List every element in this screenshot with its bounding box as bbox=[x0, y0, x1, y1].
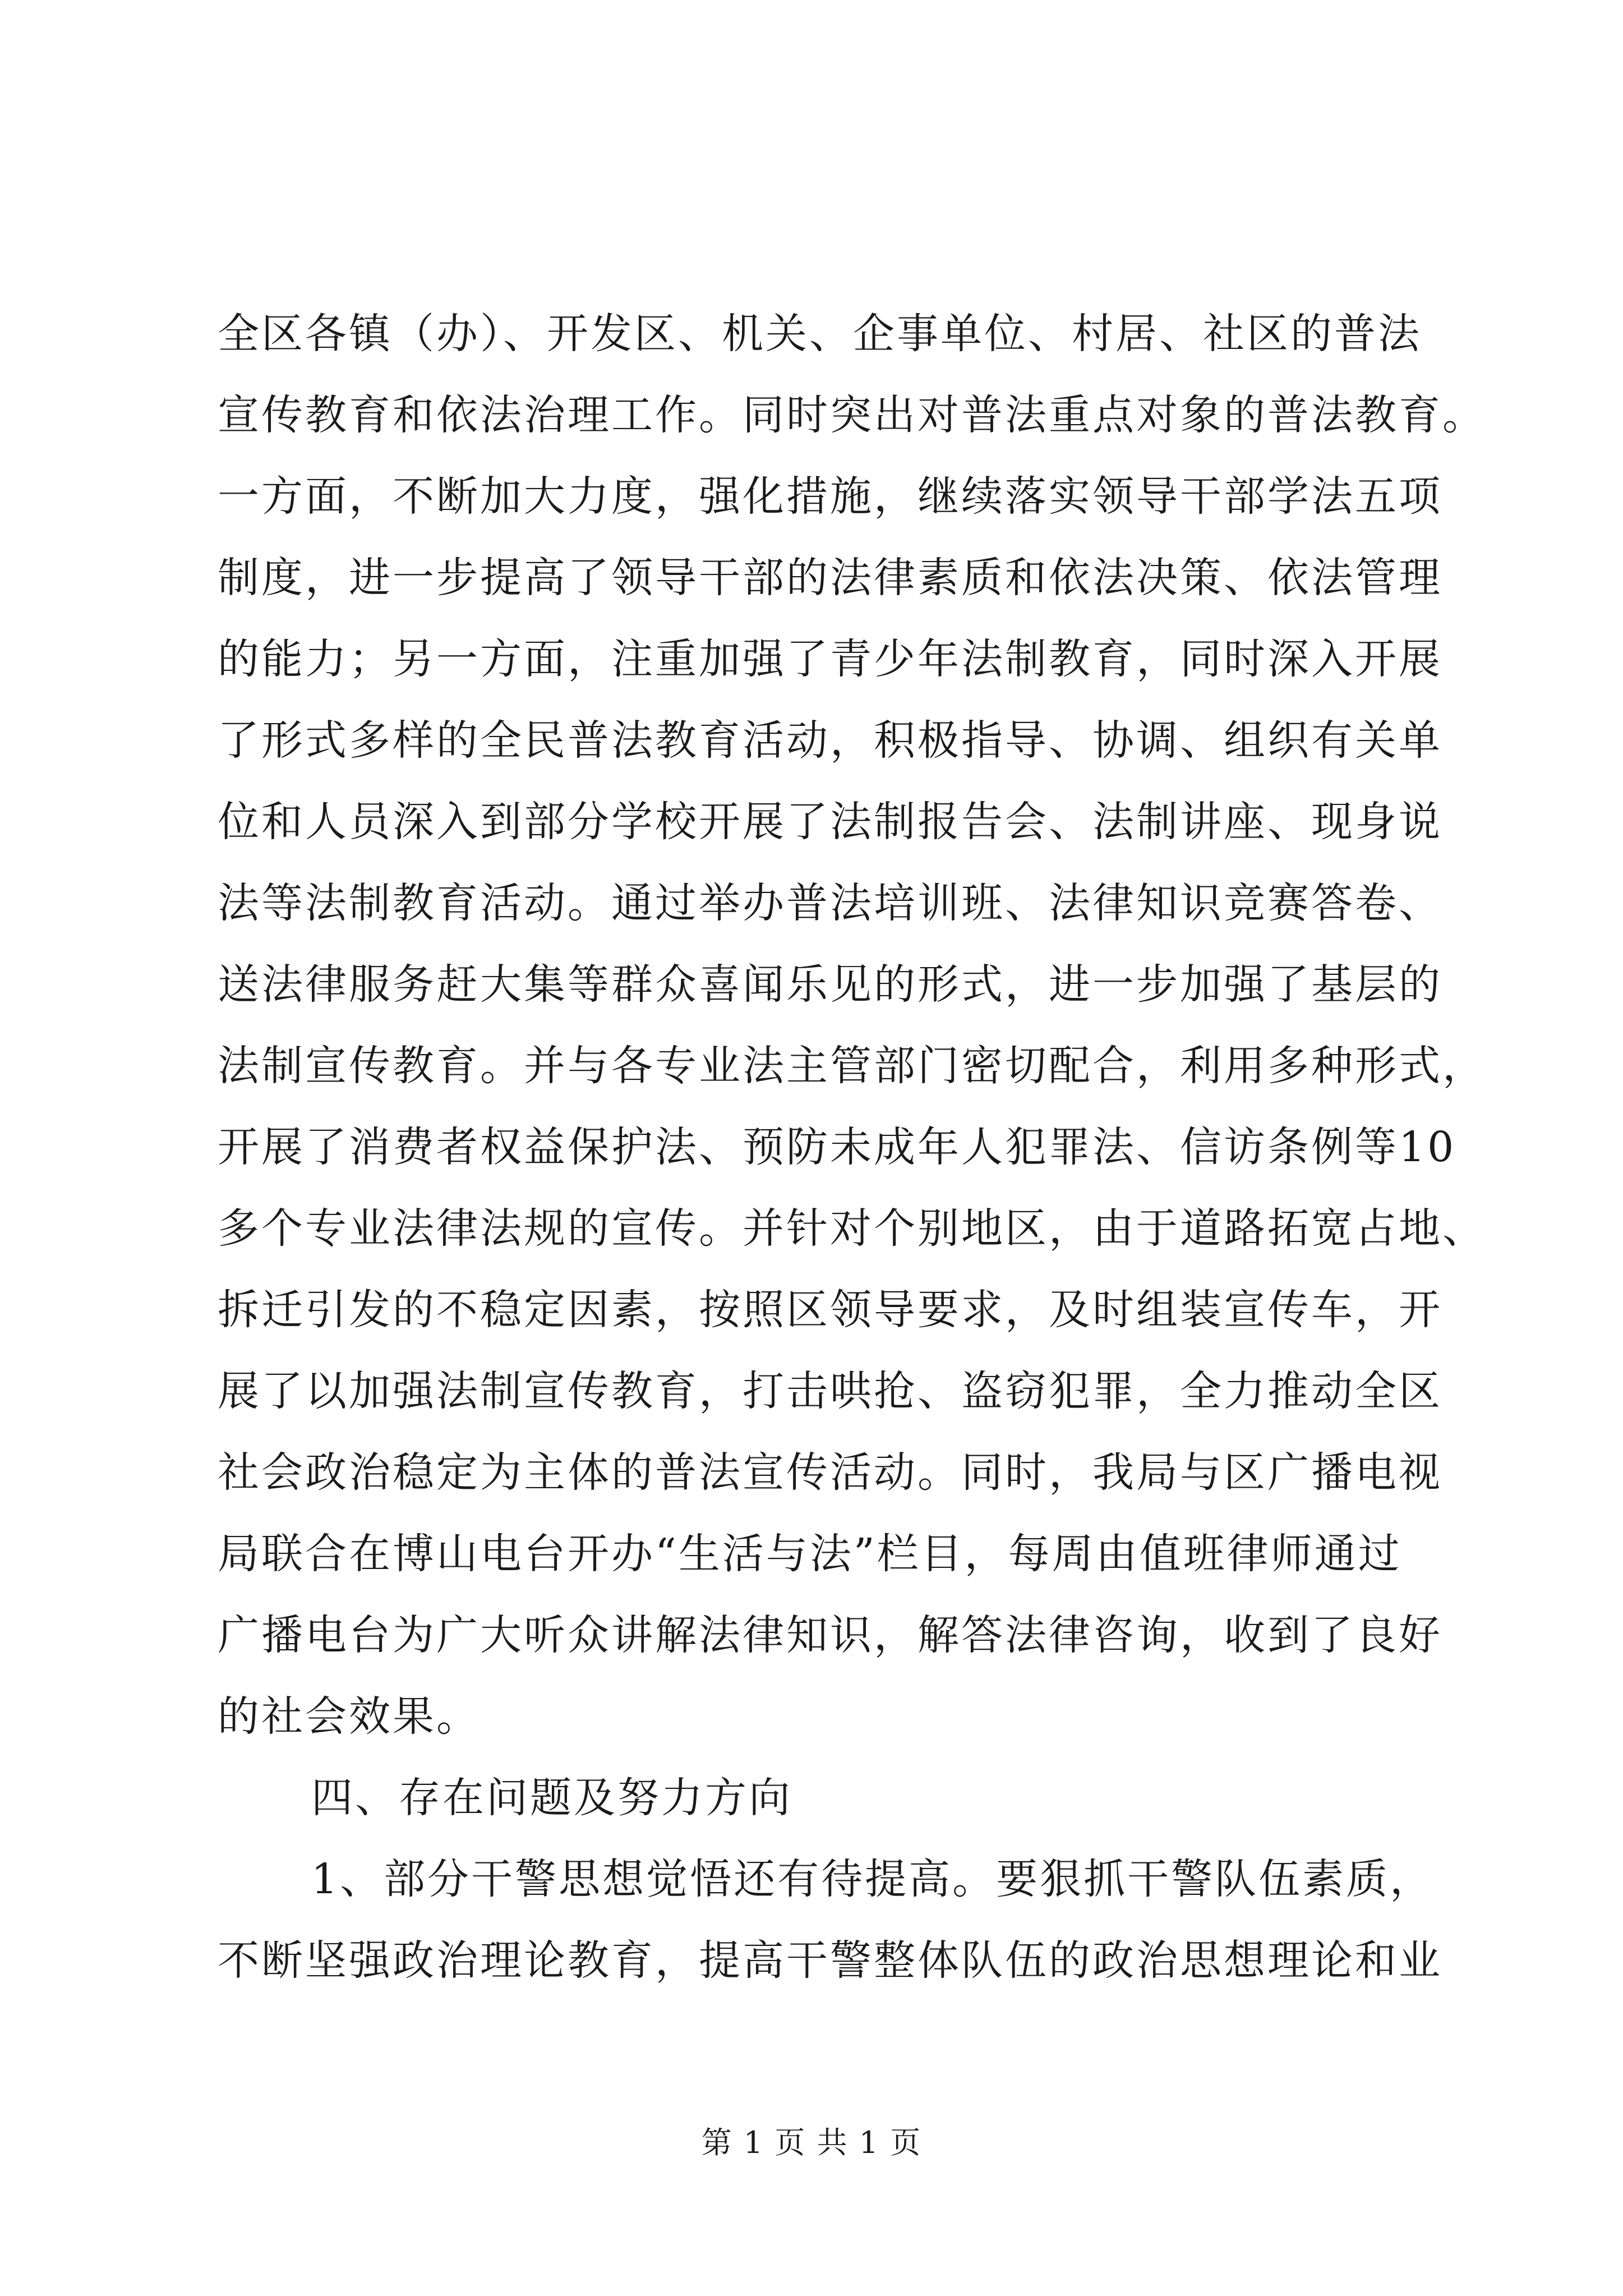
body-text-line: 1、部分干警思想觉悟还有待提高。要狠抓干警队伍素质， bbox=[311, 1855, 1434, 1903]
body-text-line: 制度，进一步提高了领导干部的法律素质和依法决策、依法管理 bbox=[218, 554, 1442, 602]
body-text-line: 全区各镇（办）、开发区、机关、企事单位、村居、社区的普法 bbox=[218, 310, 1422, 358]
section-heading: 四、存在问题及努力方向 bbox=[311, 1774, 792, 1822]
body-text-line: 的能力；另一方面，注重加强了青少年法制教育，同时深入开展 bbox=[218, 635, 1442, 683]
body-text-line: 了形式多样的全民普法教育活动，积极指导、协调、组织有关单 bbox=[218, 716, 1442, 765]
body-text-line: 广播电台为广大听众讲解法律知识，解答法律咨询，收到了良好 bbox=[218, 1611, 1442, 1659]
body-text-line: 社会政治稳定为主体的普法宣传活动。同时，我局与区广播电视 bbox=[218, 1448, 1442, 1497]
body-text-line: 一方面，不断加大力度，强化措施，继续落实领导干部学法五项 bbox=[218, 472, 1442, 521]
body-text-line: 拆迁引发的不稳定因素，按照区领导要求，及时组装宣传车，开 bbox=[218, 1286, 1442, 1334]
body-text-line: 送法律服务赶大集等群众喜闻乐见的形式，进一步加强了基层的 bbox=[218, 960, 1442, 1009]
body-text-line: 法等法制教育活动。通过举办普法培训班、法律知识竞赛答卷、 bbox=[218, 879, 1442, 927]
body-text-line: 不断坚强政治理论教育，提高干警整体队伍的政治思想理论和业 bbox=[218, 1936, 1442, 1985]
body-text-line: 开展了消费者权益保护法、预防未成年人犯罪法、信访条例等10 bbox=[218, 1123, 1456, 1171]
body-text-line: 位和人员深入到部分学校开展了法制报告会、法制讲座、现身说 bbox=[218, 798, 1442, 846]
body-text-line: 多个专业法律法规的宣传。并针对个别地区，由于道路拓宽占地、 bbox=[218, 1204, 1486, 1253]
body-text-line: 的社会效果。 bbox=[218, 1692, 480, 1741]
body-text-line: 法制宣传教育。并与各专业法主管部门密切配合，利用多种形式， bbox=[218, 1042, 1486, 1090]
body-text-line: 展了以加强法制宣传教育，打击哄抢、盗窃犯罪，全力推动全区 bbox=[218, 1367, 1442, 1415]
body-text-line: 宣传教育和依法治理工作。同时突出对普法重点对象的普法教育。 bbox=[218, 391, 1486, 439]
body-text-line: 局联合在博山电台开办“生活与法”栏目，每周由值班律师通过 bbox=[218, 1530, 1402, 1578]
page-footer: 第 1 页 共 1 页 bbox=[701, 2125, 922, 2160]
